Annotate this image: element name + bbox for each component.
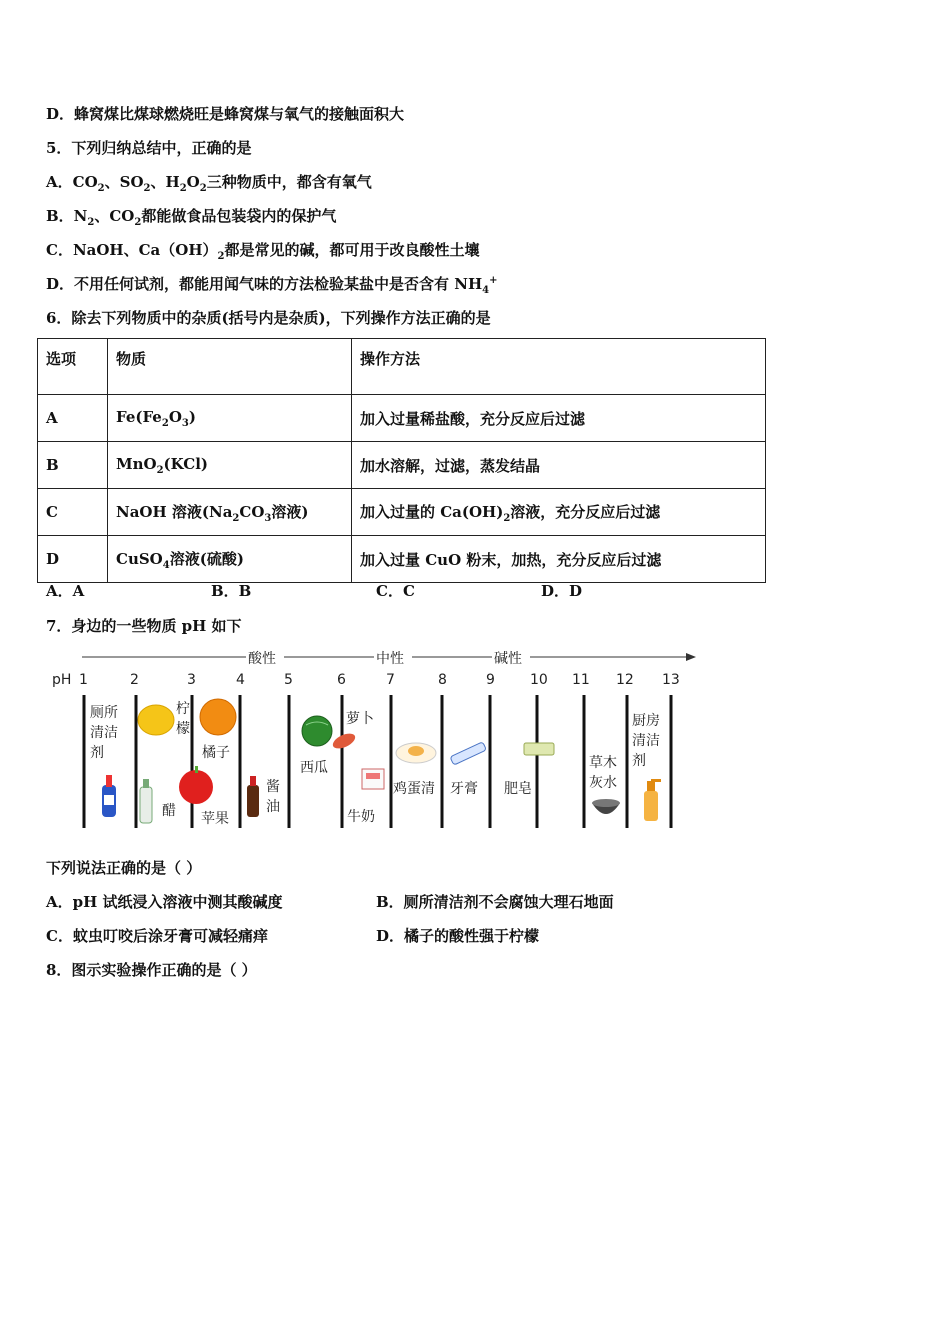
table-row xyxy=(38,395,766,442)
vinegar-bottle-icon xyxy=(140,779,152,823)
q5-option-b: B．$N_2$、$CO_2$都能做食品包装袋内的保护气 xyxy=(46,207,337,228)
label-kitchen-cleaner: 清洁 xyxy=(632,733,660,749)
toilet-cleaner-bottle-icon xyxy=(102,775,116,817)
q6-stem: 6．除去下列物质中的杂质(括号内是杂质)，下列操作方法正确的是 xyxy=(46,309,491,327)
row-method: 加入过量 CuO 粉末，加热，充分反应后过滤 xyxy=(352,536,766,583)
acid-label: 酸性 xyxy=(248,651,276,667)
row-method: 加水溶解，过滤，蒸发结晶 xyxy=(352,442,766,489)
header-method: 操作方法 xyxy=(352,339,766,395)
base-label: 碱性 xyxy=(494,651,522,667)
q5-stem: 5．下列归纳总结中，正确的是 xyxy=(46,139,252,157)
q5-option-d: D．不用任何试剂，都能用闻气味的方法检验某盐中是否含有 $NH_4^+$ xyxy=(46,275,498,296)
q8-stem: 8．图示实验操作正确的是（ ） xyxy=(46,961,257,979)
header-option: 选项 xyxy=(38,339,108,395)
q6-answer-c: C．C xyxy=(376,582,415,600)
watermelon-icon xyxy=(302,716,332,746)
row-option: B xyxy=(38,442,108,489)
label-watermelon: 西瓜 xyxy=(300,760,328,776)
header-substance: 物质 xyxy=(108,339,352,395)
tick-label: 13 xyxy=(662,672,680,688)
q5-option-a: A．$CO_2$、$SO_2$、$H_2O_2$三种物质中，都含有氧气 xyxy=(46,173,372,194)
ph-label: pH xyxy=(52,672,72,688)
row-method: 加入过量稀盐酸，充分反应后过滤 xyxy=(352,395,766,442)
label-soy-sauce: 酱 xyxy=(266,779,280,795)
q7-option-b: B．厕所清洁剂不会腐蚀大理石地面 xyxy=(376,893,614,911)
tick-label: 12 xyxy=(616,672,634,688)
label-soy-sauce: 油 xyxy=(266,799,280,815)
soy-sauce-bottle-icon xyxy=(247,776,259,817)
q4-option-d: D．蜂窝煤比煤球燃烧旺是蜂窝煤与氧气的接触面积大 xyxy=(46,105,405,123)
ash-bowl-icon xyxy=(592,799,620,814)
table-row xyxy=(38,536,766,583)
label-toothpaste: 牙膏 xyxy=(450,781,478,797)
apple-icon xyxy=(179,766,213,804)
milk-carton-icon xyxy=(362,769,384,789)
label-egg-white: 鸡蛋清 xyxy=(393,781,435,797)
label-toilet-cleaner: 剂 xyxy=(90,745,104,761)
row-substance: CuSO$_4$溶液(硫酸) xyxy=(108,536,352,583)
q7-stem: 7．身边的一些物质 pH 如下 xyxy=(46,617,242,635)
egg-white-icon xyxy=(396,743,436,763)
tick-label: 5 xyxy=(284,672,293,688)
ph-arrow-head xyxy=(686,653,696,661)
tick-label: 10 xyxy=(530,672,548,688)
toothpaste-icon xyxy=(450,742,486,765)
label-plant-ash-water: 草木 xyxy=(589,755,617,771)
label-apple: 苹果 xyxy=(201,811,229,827)
row-substance: NaOH 溶液($Na_2CO_3$溶液) xyxy=(108,489,352,536)
label-toilet-cleaner: 厕所 xyxy=(90,705,118,721)
tick-label: 6 xyxy=(337,672,346,688)
orange-icon xyxy=(200,699,236,735)
label-kitchen-cleaner: 厨房 xyxy=(632,713,660,729)
tick-label: 7 xyxy=(386,672,395,688)
row-substance: $Fe(Fe_2O_3)$ xyxy=(108,395,352,442)
tick-label: 9 xyxy=(486,672,495,688)
q7-option-d: D．橘子的酸性强于柠檬 xyxy=(376,927,540,945)
label-radish: 萝卜 xyxy=(346,711,374,727)
q7-prompt: 下列说法正确的是（ ） xyxy=(46,859,202,877)
q6-table xyxy=(37,338,766,583)
label-soap: 肥皂 xyxy=(504,781,532,797)
soap-icon xyxy=(524,743,554,755)
q6-answer-b: B．B xyxy=(211,582,252,600)
label-lemon: 檬 xyxy=(176,721,190,737)
tick-label: 8 xyxy=(438,672,447,688)
ph-scale-figure xyxy=(46,645,706,835)
label-orange: 橘子 xyxy=(202,745,230,761)
label-plant-ash-water: 灰水 xyxy=(589,775,617,791)
row-option: D xyxy=(38,536,108,583)
label-kitchen-cleaner: 剂 xyxy=(632,753,646,769)
tick-label: 2 xyxy=(130,672,139,688)
radish-icon xyxy=(331,730,358,751)
tick-label: 4 xyxy=(236,672,245,688)
label-vinegar: 醋 xyxy=(162,803,176,819)
q6-answer-d: D．D xyxy=(541,582,583,600)
lemon-icon xyxy=(138,705,174,735)
label-lemon: 柠 xyxy=(176,701,190,717)
neutral-label: 中性 xyxy=(376,651,404,667)
tick-label: 3 xyxy=(187,672,196,688)
q7-option-c: C．蚊虫叮咬后涂牙膏可减轻痛痒 xyxy=(46,927,268,945)
q7-option-a: A．pH 试纸浸入溶液中测其酸碱度 xyxy=(46,893,283,911)
table-row xyxy=(38,442,766,489)
q6-answer-a: A．A xyxy=(46,582,85,600)
row-method: 加入过量的 $Ca(OH)_2$溶液，充分反应后过滤 xyxy=(352,489,766,536)
table-row xyxy=(38,489,766,536)
table-header-row xyxy=(38,339,766,395)
label-toilet-cleaner: 清洁 xyxy=(90,725,118,741)
row-substance: MnO$_2$(KCl) xyxy=(108,442,352,489)
tick-label: 1 xyxy=(79,672,88,688)
row-option: C xyxy=(38,489,108,536)
q5-option-c: C．NaOH、$Ca(OH)_2$都是常见的碱，都可用于改良酸性土壤 xyxy=(46,241,480,262)
row-option: A xyxy=(38,395,108,442)
label-milk: 牛奶 xyxy=(347,809,375,825)
tick-label: 11 xyxy=(572,672,590,688)
spray-bottle-icon xyxy=(644,779,661,821)
